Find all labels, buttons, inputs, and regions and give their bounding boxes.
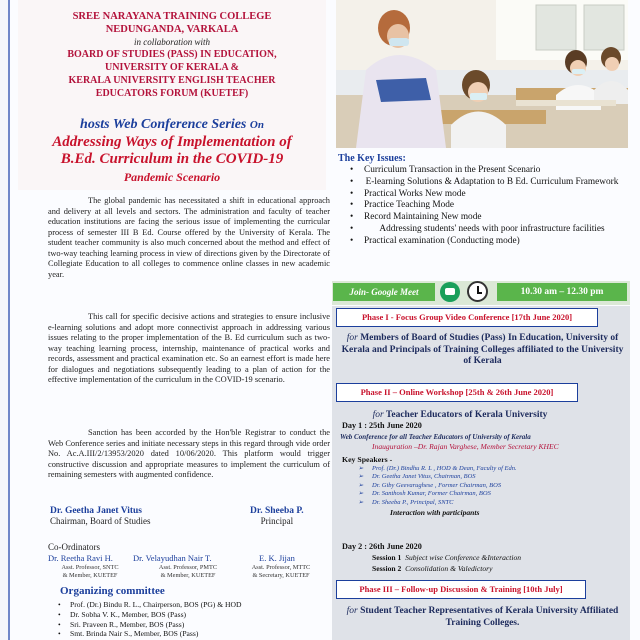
phase-3-title: Phase III – Follow-up Discussion & Training [10th July] [336,580,586,599]
join-google-meet-link[interactable]: Join- Google Meet [333,283,435,301]
classroom-photo [336,0,628,148]
interaction-note: Interaction with participants [390,508,480,517]
signatory-role: Principal [260,516,294,526]
coordinators-title: Co-Ordinators [48,542,100,552]
day-1-date: Day 1 : 25th June 2020 [342,421,422,430]
list-item: • Sri. Praveen R., Member, BOS (Pass) [70,620,242,630]
topic-line-1: Addressing Ways of Implementation of [52,134,292,150]
list-item: ➢ Dr. Santhosh Kumar, Former Chairman, BOS [358,490,517,498]
list-item: • Addressing students' needs with poor infrastructure facilities [350,224,620,236]
phase-1-audience: for Members of Board of Studies (Pass) In Education, University of Kerala and Principals of Training Colleges affiliated to the University of Kerala [341,333,624,366]
clock-icon [467,281,488,302]
list-item: • Practical examination (Conducting mode) [350,236,620,248]
topic-line-3: Pandemic Scenario [123,170,221,184]
call-paragraph: This call for specific decisive actions and strategies to ensure inclusive e-learning solutions and adopt more connectivist approach in addressing various issues relating to the proper implementation of the B. Ed curriculum such as two-way teaching learning process, internship, maintenance of practical works and records, assessment and practical examination etc. So an earnest effort is made here for dialogues and negotiations subsequently leading to a plan of action for the effective implementation of the curriculum in the COVID-19 scenario. [48,312,330,384]
coordinator-name: Dr. Reetha Ravi H. [48,553,113,563]
signatory-name: Dr. Sheeba P. [250,506,304,516]
organizing-list [70,600,242,639]
key-issues-title: The Key Issues: [338,153,406,164]
list-item: • Curriculum Transaction in the Present Scenario [350,165,620,177]
session-2: Session 2 Consolidation & Valedictory [372,564,493,573]
organizing-title: Organizing committee [60,585,165,597]
collab-note: in collaboration with [133,37,210,47]
meeting-time: 10.30 am – 12.30 pm [497,283,627,301]
key-speakers-list [358,465,517,507]
board-line-3: KERALA UNIVERSITY ENGLISH TEACHER [68,75,276,86]
list-item: ➢ Prof. (Dr.) Bindhu R. L , HOD & Dean, Faculty of Edn. [358,465,517,473]
intro-paragraph: The global pandemic has necessitated a shift in educational approach and delivery at all levels and sectors. The administration and faculty of teacher education institutions are facing the serious issue of implementing the curricular process of semester III B Ed. Course offered by the University of Kerala. The student teacher community is also much concerned about the method and effect of two-way teaching learning process in view of directions given by the Directorate of Collegiate Education to all colleges to commence online classes in new academic year. [48,196,330,279]
list-item: ➢ Dr. Giby Geevarughese , Former Chairman, BOS [358,482,517,490]
coordinator-name: E. K. Jijan [259,553,295,563]
coordinator-role: Asst. Professor, PMTC & Member, KUETEF [158,564,218,579]
day-2-date: Day 2 : 26th June 2020 [342,542,422,551]
coordinator-role: Asst. Professor, SNTC & Member, KUETEF [61,564,119,579]
list-item: • Smt. Brinda Nair S., Member, BOS (Pass) [70,629,242,639]
session-1: Session 1 Subject wise Conference &Interaction [372,553,522,562]
institution-location: NEDUNGANDA, VARKALA [105,24,239,35]
web-conference-note: Web Conference for all Teacher Educators of University of Kerala [340,433,531,441]
list-item: • Dr. Sobha V. K., Member, BOS (Pass) [70,610,242,620]
signatory-chairman [50,505,151,526]
list-item: • Practical Works New mode [350,189,620,201]
inauguration-note: Inauguration –Dr. Rajan Varghese, Member Secretary KHEC [372,442,559,451]
signatory-principal [250,505,304,526]
board-line-2: UNIVERSITY OF KERALA & [105,62,239,73]
board-line-4: EDUCATORS FORUM (KUETEF) [95,88,249,99]
sanction-paragraph: Sanction has been accorded by the Hon'ble Registrar to conduct the Web Conference series and initiate necessary steps in this regard through vide order No. Ac.A.III/2/13953/2020 dated 10/06/2020. This platform would trigger constructive discussion and appropriate measures to implement the curriculum of remaining semesters with augmented confidence. [48,428,330,479]
phase-3-audience: for Student Teacher Representatives of Kerala University Affiliated Training Colleges. [346,606,619,628]
hosts-line: hosts Web Conference Series On [80,117,264,132]
phase-2-title: Phase II – Online Workshop [25th & 26th June 2020] [336,383,578,402]
list-item: ➢ Dr. Sheeba P., Principal, SNTC [358,499,517,507]
list-item: ➢ Dr. Geetha Janet Vitus, Chairman, BOS [358,473,517,481]
list-item: • E-learning Solutions & Adaptation to B Ed. Curriculum Framework [350,177,620,189]
list-item: • Practice Teaching Mode [350,200,620,212]
key-issues-list [350,165,620,248]
board-line-1: BOARD OF STUDIES (PASS) IN EDUCATION, [67,49,277,60]
phase-1-title: Phase I - Focus Group Video Conference [17th June 2020] [336,308,598,327]
coordinator-name: Dr. Velayudhan Nair T. [133,553,212,563]
institution-name: SREE NARAYANA TRAINING COLLEGE [72,11,272,22]
topic-line-2: B.Ed. Curriculum in the COVID-19 [60,151,284,167]
header-block [18,0,326,190]
signatory-name: Dr. Geetha Janet Vitus [50,506,143,516]
phase-2-audience: for Teacher Educators of Kerala University [372,410,548,420]
google-meet-icon [440,282,460,302]
list-item: • Record Maintaining New mode [350,212,620,224]
coordinator-role: Asst. Professor, MTTC & Secretary, KUETEF [251,564,311,579]
key-speakers-title: Key Speakers - [342,455,393,464]
list-item: • Prof. (Dr.) Bindu R. L., Chairperson, BOS (PG) & HOD [70,600,242,610]
signatory-role: Chairman, Board of Studies [50,516,151,526]
